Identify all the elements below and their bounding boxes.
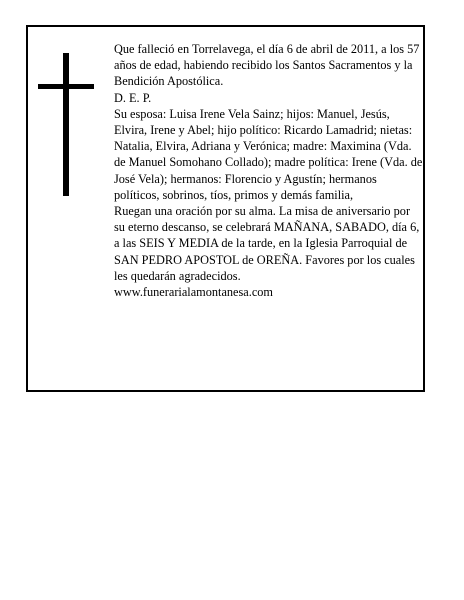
family-list: Su esposa: Luisa Irene Vela Sainz; hijos: Manuel, Jesús, Elvira, Irene y Abel; hijo político: Ricardo Lamadrid; nietas: Natalia, Elvira, Adriana y Verónica; madre: Maximina (Vda. de Manuel Somohano Collado); madre política: Irene (Vda. de José Vela); hermanos: Florencio y Agustín; hermanos políticos, sobrinos, tíos, primos y demás familia, — [114, 106, 423, 202]
mass-announcement: Ruegan una oración por su alma. La misa de aniversario por su eterno descanso, se celebrará MAÑANA, SABADO, día 6, a las SEIS Y MEDIA de la tarde, en la Iglesia Parroquial de SAN PEDRO APOSTOL de OREÑA. Favores por los cuales les quedarán agradecidos. — [114, 204, 420, 283]
death-announcement: Que falleció en Torrelavega, el día 6 de abril de 2011, a los 57 años de edad, habiendo recibido los Santos Sacramentos y la Bendición Apostólica. — [114, 42, 420, 89]
rest-in-peace: D. E. P. — [114, 90, 152, 105]
cross-horizontal-bar — [38, 84, 94, 89]
cross-vertical-bar — [63, 53, 69, 196]
notice-text — [114, 41, 424, 300]
funeral-home-website: www.funerarialamontanesa.com — [114, 285, 273, 300]
